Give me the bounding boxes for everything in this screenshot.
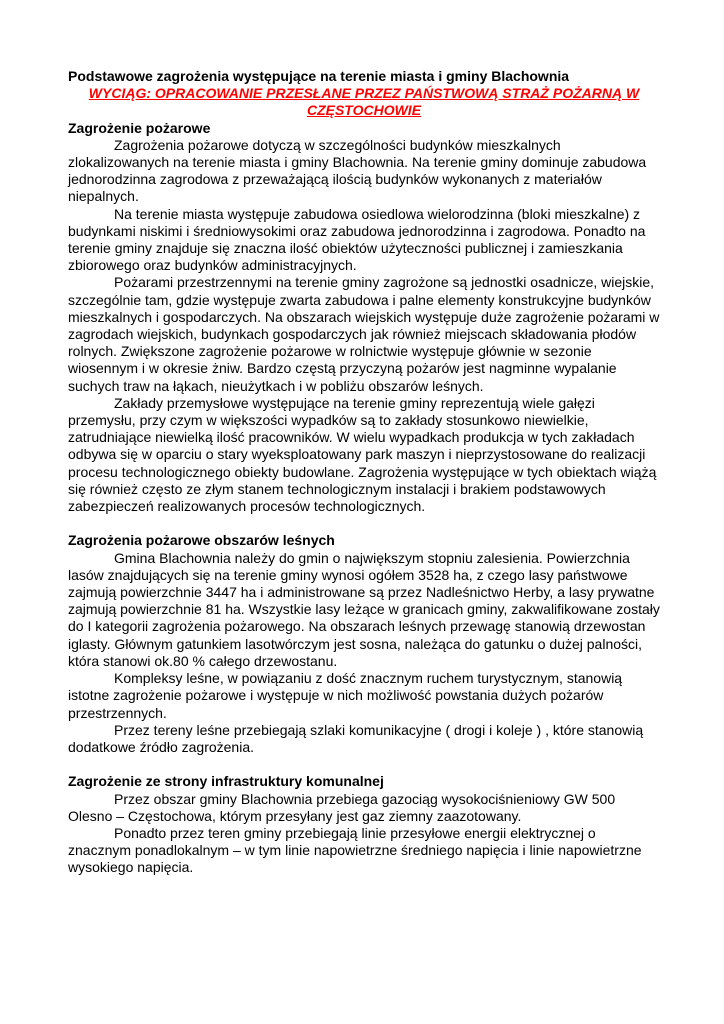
section-spacer — [68, 756, 660, 773]
section-forest-fire-hazard — [68, 532, 660, 756]
document-title: Podstawowe zagrożenia występujące na terenie miasta i gminy Blachownia — [68, 68, 570, 84]
section-heading: Zagrożenia pożarowe obszarów leśnych — [68, 532, 335, 549]
paragraph: Przez tereny leśne przebiegają szlaki komunikacyjne ( drogi i koleje ) , które stanowią dodatkowe źródło zagrożenia. — [68, 721, 644, 755]
section-fire-hazard — [68, 120, 660, 516]
paragraph: Na terenie miasta występuje zabudowa osiedlowa wielorodzinna (bloki mieszkalne) z budynkami niskimi i średniowysokimi oraz zabudowa jednorodzinna i zagrodowa. Ponadto na terenie gminy znajduje się znaczna ilość obiektów użyteczności publicznej i zamieszkania zbiorowego oraz budynków administracyjnych. — [68, 205, 646, 274]
section-heading: Zagrożenie pożarowe — [68, 119, 211, 136]
section-spacer — [68, 515, 660, 532]
paragraph: Pożarami przestrzennymi na terenie gminy zagrożone są jednostki osadnicze, wiejskie, szczególnie tam, gdzie występuje zwarta zabudowa i palne elementy konstrukcyjne budynków mieszkalnych i gospodarczych. Na obszarach wiejskich występuje duże zagrożenie pożarami w zagrodach wiejskich, budynkach gospodarczych jak również miejscach składowania płodów rolnych. Zwiększone zagrożenie pożarowe w rolnictwie występuje głównie w sezonie wiosennym i w okresie żniw. Bardzo częstą przyczyną pożarów jest nagminne wypalanie suchych traw na łąkach, nieużytkach i w pobliżu obszarów leśnych. — [68, 274, 660, 394]
paragraph: Kompleksy leśne, w powiązaniu z dość znacznym ruchem turystycznym, stanowią istotne zagrożenie pożarowe i występuje w nich możliwość powstania dużych pożarów przestrzennych. — [68, 670, 623, 721]
paragraph: Przez obszar gminy Blachownia przebiega gazociąg wysokociśnieniowy GW 500 Olesno – Częstochowa, którym przesyłany jest gaz ziemny zaazotowany. — [68, 790, 616, 824]
document-subtitle: WYCIĄG: OPRACOWANIE PRZESŁANE PRZEZ PAŃSTWOWĄ STRAŻ POŻARNĄ W CZĘSTOCHOWIE — [88, 85, 640, 119]
paragraph: Ponadto przez teren gminy przebiegają linie przesyłowe energii elektrycznej o znacznym ponadlokalnym – w tym linie napowietrzne średniego napięcia i linie napowietrzne wysokiego napięcia. — [68, 824, 642, 876]
section-infrastructure-hazard — [68, 773, 660, 876]
document-page — [68, 68, 660, 877]
paragraph: Gmina Blachownia należy do gmin o największym stopniu zalesienia. Powierzchnia lasów znajdujących się na terenie gminy wynosi ogółem 3528 ha, z czego lasy państwowe zajmują powierzchnie 3447 ha i administrowane są przez Nadleśnictwo Herby, a lasy prywatne zajmują powierzchnie 81 ha. Wszystkie lasy leżące w granicach gminy, zakwalifikowane zostały do I kategorii zagrożenia pożarowego. Na obszarach leśnych przewagę stanowią drzewostan iglasty. Głównym gatunkiem lasotwórczym jest sosna, należąca do gatunku o dużej palności, która stanowi ok.80 % całego drzewostanu. — [68, 549, 660, 669]
paragraph: Zagrożenia pożarowe dotyczą w szczególności budynków mieszkalnych zlokalizowanych na terenie miasta i gminy Blachownia. Na terenie gminy dominuje zabudowa jednorodzinna zagrodowa z przeważającą ilością budynków wykonanych z materiałów niepalnych. — [68, 136, 647, 205]
paragraph: Zakłady przemysłowe występujące na terenie gminy reprezentują wiele gałęzi przemysłu, przy czym w większości wypadków są to zakłady stosunkowo niewielkie, zatrudniające niewielką ilość pracowników. W wielu wypadkach produkcja w tych zakładach odbywa się w oparciu o stary wyeksploatowany park maszyn i nieprzystosowane do realizacji procesu technologicznego obiekty budowlane. Zagrożenia występujące w tych obiektach wiążą się również często ze złym stanem technologicznym instalacji i brakiem podstawowych zabezpieczeń realizowanych procesów technologicznych. — [68, 394, 657, 515]
section-heading: Zagrożenie ze strony infrastruktury komunalnej — [68, 773, 384, 790]
